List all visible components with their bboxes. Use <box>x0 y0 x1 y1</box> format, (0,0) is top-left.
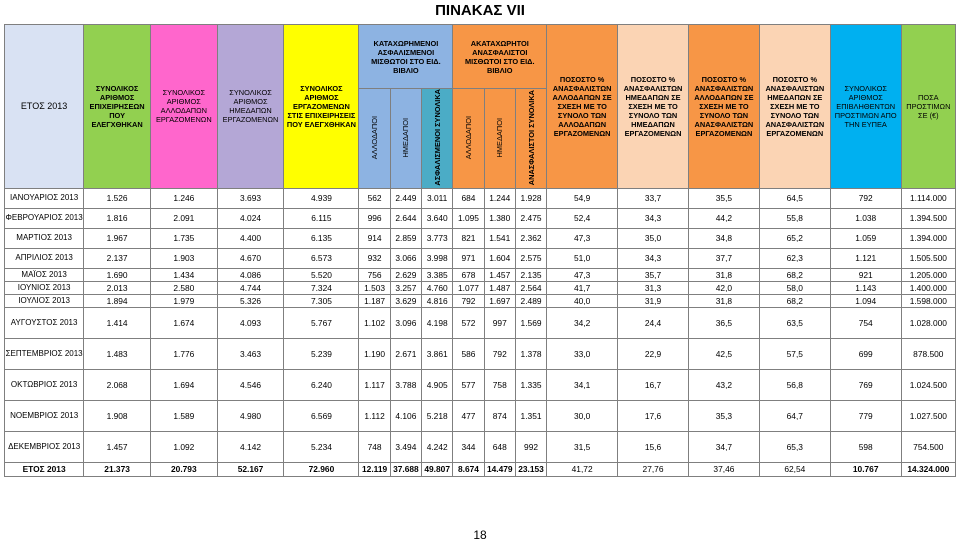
table-cell: 572 <box>453 307 484 338</box>
table-cell: 24,4 <box>618 307 689 338</box>
table-cell: 1.102 <box>359 307 390 338</box>
header-fines-count: ΣΥΝΟΛΙΚΟΣ ΑΡΙΘΜΟΣ ΕΠΙΒΛΗΘΕΝΤΩΝ ΠΡΟΣΤΙΜΩΝ ΑΠΟ ΤΗΝ ΕΥΠΕΑ <box>830 25 901 189</box>
table-cell: 5.234 <box>284 431 359 462</box>
table-row <box>5 338 956 369</box>
table-cell: 1.205.000 <box>901 268 955 281</box>
table-cell: 4.086 <box>217 268 284 281</box>
table-cell: 1.908 <box>84 400 151 431</box>
header-insured-domestic: ΗΜΕΔΑΠΟΙ <box>390 89 421 189</box>
table-cell: 33,7 <box>618 188 689 208</box>
total-cell: 23.153 <box>515 462 546 476</box>
table-row <box>5 228 956 248</box>
table-cell: 54,9 <box>547 188 618 208</box>
table-cell: 4.024 <box>217 208 284 228</box>
table-cell: 4.198 <box>422 307 453 338</box>
table-cell: 1.434 <box>150 268 217 281</box>
header-pct4: ΠΟΣΟΣΤΟ % ΑΝΑΣΦΑΛΙΣΤΩΝ ΗΜΕΔΑΠΩΝ ΣΕ ΣΧΕΣΗ ΜΕ ΤΟ ΣΥΝΟΛΟ ΤΩΝ ΑΝΑΣΦΑΛΙΣΤΩΝ ΕΡΓΑΖΟΜΕΝΩΝ <box>759 25 830 189</box>
table-cell: 35,3 <box>688 400 759 431</box>
table-cell: 3.998 <box>422 248 453 268</box>
table-cell: 64,5 <box>759 188 830 208</box>
page-title: ΠΙΝΑΚΑΣ VII <box>435 2 525 19</box>
table-cell: 1.027.500 <box>901 400 955 431</box>
table-cell: 2.475 <box>515 208 546 228</box>
table-row <box>5 294 956 307</box>
table-cell: 31,3 <box>618 281 689 294</box>
table-cell: 3.640 <box>422 208 453 228</box>
table-cell: 4.905 <box>422 369 453 400</box>
row-label: ΙΑΝΟΥΑΡΙΟΣ 2013 <box>5 188 84 208</box>
table-cell: 758 <box>484 369 515 400</box>
table-cell: 68,2 <box>759 268 830 281</box>
table-row <box>5 281 956 294</box>
table-cell: 756 <box>359 268 390 281</box>
table-cell: 1.604 <box>484 248 515 268</box>
table-cell: 754 <box>830 307 901 338</box>
table-cell: 68,2 <box>759 294 830 307</box>
table-cell: 3.693 <box>217 188 284 208</box>
table-cell: 1.400.000 <box>901 281 955 294</box>
table-cell: 1.190 <box>359 338 390 369</box>
table-cell: 586 <box>453 338 484 369</box>
table-cell: 47,3 <box>547 268 618 281</box>
total-label: ΕΤΟΣ 2013 <box>5 462 84 476</box>
table-cell: 2.859 <box>390 228 421 248</box>
statistics-table <box>4 24 956 477</box>
table-cell: 5.326 <box>217 294 284 307</box>
table-cell: 2.629 <box>390 268 421 281</box>
table-cell: 4.760 <box>422 281 453 294</box>
row-label: ΝΟΕΜΒΡΙΟΣ 2013 <box>5 400 84 431</box>
total-cell: 12.119 <box>359 462 390 476</box>
table-cell: 1.694 <box>150 369 217 400</box>
header-insured-group: ΚΑΤΑΧΩΡΗΜΕΝΟΙ ΑΣΦΑΛΙΣΜΕΝΟΙ ΜΙΣΘΩΤΟΙ ΣΤΟ ΕΙΔ. ΒΙΒΛΙΟ <box>359 25 453 89</box>
table-cell: 4.546 <box>217 369 284 400</box>
table-cell: 6.240 <box>284 369 359 400</box>
page-number: 18 <box>473 528 487 542</box>
table-cell: 992 <box>515 431 546 462</box>
table-cell: 5.218 <box>422 400 453 431</box>
header-total-domestic: ΣΥΝΟΛΙΚΟΣ ΑΡΙΘΜΟΣ ΗΜΕΔΑΠΩΝ ΕΡΓΑΖΟΜΕΝΩΝ <box>217 25 284 189</box>
table-cell: 65,3 <box>759 431 830 462</box>
table-cell: 779 <box>830 400 901 431</box>
table-cell: 1.928 <box>515 188 546 208</box>
table-cell: 2.564 <box>515 281 546 294</box>
total-cell: 21.373 <box>84 462 151 476</box>
table-cell: 30,0 <box>547 400 618 431</box>
table-cell: 1.589 <box>150 400 217 431</box>
table-cell: 699 <box>830 338 901 369</box>
table-cell: 34,1 <box>547 369 618 400</box>
table-cell: 3.096 <box>390 307 421 338</box>
table-cell: 43,2 <box>688 369 759 400</box>
table-cell: 1.505.500 <box>901 248 955 268</box>
table-cell: 678 <box>453 268 484 281</box>
table-cell: 2.362 <box>515 228 546 248</box>
table-cell: 821 <box>453 228 484 248</box>
table-cell: 34,7 <box>688 431 759 462</box>
table-cell: 31,8 <box>688 268 759 281</box>
table-cell: 1.776 <box>150 338 217 369</box>
table-cell: 31,9 <box>618 294 689 307</box>
table-cell: 44,2 <box>688 208 759 228</box>
table-cell: 57,5 <box>759 338 830 369</box>
table-cell: 2.671 <box>390 338 421 369</box>
table-cell: 1.598.000 <box>901 294 955 307</box>
table-cell: 1.024.500 <box>901 369 955 400</box>
row-label: ΣΕΠΤΕΜΒΡΙΟΣ 2013 <box>5 338 84 369</box>
table-cell: 5.239 <box>284 338 359 369</box>
header-year: ΕΤΟΣ 2013 <box>5 25 84 189</box>
table-cell: 1.394.500 <box>901 208 955 228</box>
table-cell: 1.414 <box>84 307 151 338</box>
table-cell: 3.773 <box>422 228 453 248</box>
table-row <box>5 307 956 338</box>
table-cell: 1.028.000 <box>901 307 955 338</box>
table-cell: 1.059 <box>830 228 901 248</box>
table-cell: 5.767 <box>284 307 359 338</box>
table-cell: 1.244 <box>484 188 515 208</box>
table-cell: 40,0 <box>547 294 618 307</box>
total-cell: 49.807 <box>422 462 453 476</box>
header-uninsured-group: ΑΚΑΤΑΧΩΡΗΤΟΙ ΑΝΑΣΦΑΛΙΣΤΟΙ ΜΙΣΘΩΤΟΙ ΣΤΟ ΕΙΔ. ΒΙΒΛΙΟ <box>453 25 547 89</box>
header-insured-foreign: ΑΛΛΟΔΑΠΟΙ <box>359 89 390 189</box>
total-cell: 62,54 <box>759 462 830 476</box>
table-row <box>5 208 956 228</box>
table-cell: 2.137 <box>84 248 151 268</box>
table-cell: 1.187 <box>359 294 390 307</box>
table-cell: 754.500 <box>901 431 955 462</box>
row-label: ΜΑΪΟΣ 2013 <box>5 268 84 281</box>
table-cell: 1.378 <box>515 338 546 369</box>
total-cell: 72.960 <box>284 462 359 476</box>
total-row <box>5 462 956 476</box>
table-cell: 2.575 <box>515 248 546 268</box>
table-cell: 65,2 <box>759 228 830 248</box>
header-fines-amount: ΠΟΣΑ ΠΡΟΣΤΙΜΩΝ ΣΕ (€) <box>901 25 955 189</box>
table-cell: 1.112 <box>359 400 390 431</box>
row-label: ΑΠΡΙΛΙΟΣ 2013 <box>5 248 84 268</box>
row-label: ΙΟΥΝΙΟΣ 2013 <box>5 281 84 294</box>
table-cell: 51,0 <box>547 248 618 268</box>
table-cell: 3.011 <box>422 188 453 208</box>
table-cell: 1.121 <box>830 248 901 268</box>
table-cell: 1.457 <box>484 268 515 281</box>
header-insured-total: ΑΣΦΑΛΙΣΜΕΝΟΙ ΣΥΝΟΛΙΚΑ <box>422 89 453 189</box>
table-cell: 4.744 <box>217 281 284 294</box>
table-cell: 34,3 <box>618 248 689 268</box>
table-cell: 914 <box>359 228 390 248</box>
table-cell: 997 <box>484 307 515 338</box>
table-cell: 2.644 <box>390 208 421 228</box>
table-cell: 33,0 <box>547 338 618 369</box>
table-cell: 1.735 <box>150 228 217 248</box>
header-uninsured-total: ΑΝΑΣΦΑΛΙΣΤΟΙ ΣΥΝΟΛΙΚΑ <box>515 89 546 189</box>
table-cell: 7.305 <box>284 294 359 307</box>
total-cell: 41,72 <box>547 462 618 476</box>
table-cell: 42,5 <box>688 338 759 369</box>
table-cell: 4.242 <box>422 431 453 462</box>
table-cell: 36,5 <box>688 307 759 338</box>
table-cell: 1.246 <box>150 188 217 208</box>
table-cell: 1.487 <box>484 281 515 294</box>
table-cell: 7.324 <box>284 281 359 294</box>
table-cell: 1.697 <box>484 294 515 307</box>
table-cell: 2.489 <box>515 294 546 307</box>
table-cell: 2.449 <box>390 188 421 208</box>
table-cell: 35,5 <box>688 188 759 208</box>
table-cell: 1.351 <box>515 400 546 431</box>
table-cell: 932 <box>359 248 390 268</box>
table-cell: 35,0 <box>618 228 689 248</box>
row-label: ΜΑΡΤΙΟΣ 2013 <box>5 228 84 248</box>
table-cell: 34,8 <box>688 228 759 248</box>
table-cell: 477 <box>453 400 484 431</box>
header-total-foreign: ΣΥΝΟΛΙΚΟΣ ΑΡΙΘΜΟΣ ΑΛΛΟΔΑΠΩΝ ΕΡΓΑΖΟΜΕΝΩΝ <box>150 25 217 189</box>
table-cell: 42,0 <box>688 281 759 294</box>
table-cell: 2.068 <box>84 369 151 400</box>
table-cell: 22,9 <box>618 338 689 369</box>
table-cell: 748 <box>359 431 390 462</box>
table-cell: 6.115 <box>284 208 359 228</box>
table-cell: 996 <box>359 208 390 228</box>
table-cell: 1.541 <box>484 228 515 248</box>
table-cell: 58,0 <box>759 281 830 294</box>
header-pct3: ΠΟΣΟΣΤΟ % ΑΝΑΣΦΑΛΙΣΤΩΝ ΑΛΛΟΔΑΠΩΝ ΣΕ ΣΧΕΣΗ ΜΕ ΤΟ ΣΥΝΟΛΟ ΤΩΝ ΑΝΑΣΦΑΛΙΣΤΩΝ ΕΡΓΑΖΟΜΕΝΩΝ <box>688 25 759 189</box>
table-cell: 55,8 <box>759 208 830 228</box>
table-cell: 1.503 <box>359 281 390 294</box>
table-cell: 6.573 <box>284 248 359 268</box>
table-cell: 1.894 <box>84 294 151 307</box>
table-cell: 684 <box>453 188 484 208</box>
table-cell: 1.967 <box>84 228 151 248</box>
table-cell: 648 <box>484 431 515 462</box>
table-cell: 562 <box>359 188 390 208</box>
table-cell: 2.135 <box>515 268 546 281</box>
table-cell: 1.380 <box>484 208 515 228</box>
table-cell: 3.861 <box>422 338 453 369</box>
table-cell: 4.106 <box>390 400 421 431</box>
header-total-employers: ΣΥΝΟΛΙΚΟΣ ΑΡΙΘΜΟΣ ΕΠΙΧΕΙΡΗΣΕΩΝ ΠΟΥ ΕΛΕΓΧΘΗΚΑΝ <box>84 25 151 189</box>
table-cell: 598 <box>830 431 901 462</box>
table-cell: 16,7 <box>618 369 689 400</box>
table-cell: 3.066 <box>390 248 421 268</box>
table-cell: 34,2 <box>547 307 618 338</box>
table-cell: 4.816 <box>422 294 453 307</box>
table-cell: 3.385 <box>422 268 453 281</box>
table-cell: 4.670 <box>217 248 284 268</box>
table-cell: 3.257 <box>390 281 421 294</box>
table-cell: 344 <box>453 431 484 462</box>
table-cell: 2.091 <box>150 208 217 228</box>
table-cell: 47,3 <box>547 228 618 248</box>
table-cell: 64,7 <box>759 400 830 431</box>
table-row <box>5 188 956 208</box>
table-cell: 1.077 <box>453 281 484 294</box>
table-cell: 1.526 <box>84 188 151 208</box>
total-cell: 27,76 <box>618 462 689 476</box>
header-uninsured-domestic: ΗΜΕΔΑΠΟΙ <box>484 89 515 189</box>
table-cell: 4.939 <box>284 188 359 208</box>
table-cell: 3.629 <box>390 294 421 307</box>
row-label: ΔΕΚΕΜΒΡΙΟΣ 2013 <box>5 431 84 462</box>
table-cell: 15,6 <box>618 431 689 462</box>
table-cell: 3.494 <box>390 431 421 462</box>
table-cell: 1.674 <box>150 307 217 338</box>
table-cell: 62,3 <box>759 248 830 268</box>
table-cell: 52,4 <box>547 208 618 228</box>
table-cell: 1.038 <box>830 208 901 228</box>
table-cell: 878.500 <box>901 338 955 369</box>
table-cell: 971 <box>453 248 484 268</box>
table-cell: 63,5 <box>759 307 830 338</box>
table-cell: 56,8 <box>759 369 830 400</box>
table-row <box>5 248 956 268</box>
table-cell: 1.394.000 <box>901 228 955 248</box>
table-cell: 4.093 <box>217 307 284 338</box>
table-cell: 1.335 <box>515 369 546 400</box>
table-cell: 4.980 <box>217 400 284 431</box>
row-label: ΦΕΒΡΟΥΑΡΙΟΣ 2013 <box>5 208 84 228</box>
table-row <box>5 400 956 431</box>
table-cell: 3.788 <box>390 369 421 400</box>
table-cell: 792 <box>830 188 901 208</box>
header-total-workers: ΣΥΝΟΛΙΚΟΣ ΑΡΙΘΜΟΣ ΕΡΓΑΖΟΜΕΝΩΝ ΣΤΙΣ ΕΠΙΧΕΙΡΗΣΕΙΣ ΠΟΥ ΕΛΕΓΧΘΗΚΑΝ <box>284 25 359 189</box>
table-cell: 5.520 <box>284 268 359 281</box>
table-cell: 41,7 <box>547 281 618 294</box>
table-cell: 37,7 <box>688 248 759 268</box>
table-cell: 1.095 <box>453 208 484 228</box>
total-cell: 37.688 <box>390 462 421 476</box>
table-cell: 6.569 <box>284 400 359 431</box>
table-cell: 769 <box>830 369 901 400</box>
table-cell: 2.013 <box>84 281 151 294</box>
table-row <box>5 268 956 281</box>
total-cell: 20.793 <box>150 462 217 476</box>
table-cell: 792 <box>453 294 484 307</box>
total-cell: 14.324.000 <box>901 462 955 476</box>
table-cell: 35,7 <box>618 268 689 281</box>
header-uninsured-foreign: ΑΛΛΟΔΑΠΟΙ <box>453 89 484 189</box>
table-cell: 921 <box>830 268 901 281</box>
table-cell: 1.690 <box>84 268 151 281</box>
table-cell: 1.114.000 <box>901 188 955 208</box>
table-cell: 577 <box>453 369 484 400</box>
table-cell: 4.400 <box>217 228 284 248</box>
total-cell: 52.167 <box>217 462 284 476</box>
table-cell: 874 <box>484 400 515 431</box>
table-cell: 1.569 <box>515 307 546 338</box>
table-row <box>5 369 956 400</box>
table-cell: 1.483 <box>84 338 151 369</box>
total-cell: 8.674 <box>453 462 484 476</box>
table-cell: 34,3 <box>618 208 689 228</box>
table-cell: 1.094 <box>830 294 901 307</box>
total-cell: 37,46 <box>688 462 759 476</box>
table-cell: 792 <box>484 338 515 369</box>
table-cell: 1.143 <box>830 281 901 294</box>
table-cell: 1.903 <box>150 248 217 268</box>
table-cell: 3.463 <box>217 338 284 369</box>
total-cell: 10.767 <box>830 462 901 476</box>
table-row <box>5 431 956 462</box>
header-pct2: ΠΟΣΟΣΤΟ % ΑΝΑΣΦΑΛΙΣΤΩΝ ΗΜΕΔΑΠΩΝ ΣΕ ΣΧΕΣΗ ΜΕ ΤΟ ΣΥΝΟΛΟ ΤΩΝ ΗΜΕΔΑΠΩΝ ΕΡΓΑΖΟΜΕΝΩΝ <box>618 25 689 189</box>
table-cell: 31,5 <box>547 431 618 462</box>
table-cell: 1.457 <box>84 431 151 462</box>
table-body <box>5 188 956 476</box>
row-label: ΟΚΤΩΒΡΙΟΣ 2013 <box>5 369 84 400</box>
table-cell: 6.135 <box>284 228 359 248</box>
table-cell: 1.816 <box>84 208 151 228</box>
table-cell: 1.092 <box>150 431 217 462</box>
table-cell: 4.142 <box>217 431 284 462</box>
row-label: ΙΟΥΛΙΟΣ 2013 <box>5 294 84 307</box>
table-cell: 2.580 <box>150 281 217 294</box>
table-cell: 31,8 <box>688 294 759 307</box>
table-cell: 1.979 <box>150 294 217 307</box>
table-cell: 17,6 <box>618 400 689 431</box>
header-pct1: ΠΟΣΟΣΤΟ % ΑΝΑΣΦΑΛΙΣΤΩΝ ΑΛΛΟΔΑΠΩΝ ΣΕ ΣΧΕΣΗ ΜΕ ΤΟ ΣΥΝΟΛΟ ΤΩΝ ΑΛΛΟΔΑΠΩΝ ΕΡΓΑΖΟΜΕΝΩΝ <box>547 25 618 189</box>
row-label: ΑΥΓΟΥΣΤΟΣ 2013 <box>5 307 84 338</box>
table-cell: 1.117 <box>359 369 390 400</box>
total-cell: 14.479 <box>484 462 515 476</box>
